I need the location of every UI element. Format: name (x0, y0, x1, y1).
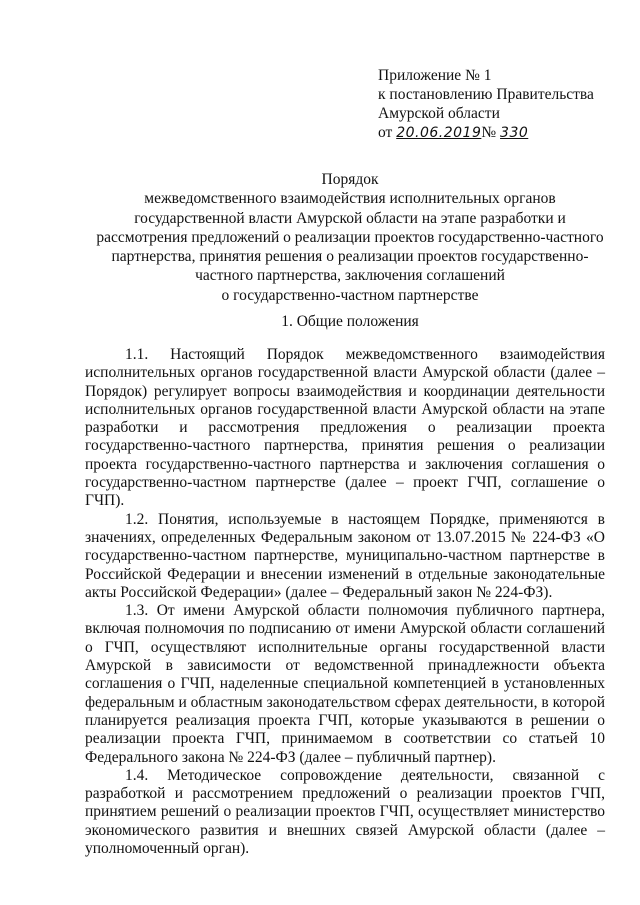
title-line: межведомственного взаимодействия исполнительных органов (144, 190, 556, 208)
title-line: партнерства, принятия решения о реализации проектов государственно- (111, 248, 589, 266)
appendix-number: Приложение № 1 (378, 67, 492, 84)
handwritten-number: 330 (500, 125, 529, 141)
title-line: о государственно-частном партнерстве (221, 286, 479, 304)
document-body (85, 346, 605, 858)
title-heading: Порядок (321, 171, 379, 188)
section-heading: 1. Общие положения (281, 313, 419, 330)
appendix-block (378, 66, 594, 143)
appendix-resolution: к постановлению Правительства (378, 86, 594, 103)
title-line: государственной власти Амурской области на этапе разработки и (134, 209, 566, 227)
number-label: № (481, 124, 497, 141)
from-label: от (378, 124, 393, 141)
title-line: частного партнерства, заключения соглашений (195, 267, 505, 285)
handwritten-date: 20.06.2019 (396, 125, 482, 141)
paragraph-1-4: 1.4. Методическое сопровождение деятельности, связанной с разработкой и рассмотрением предложений о реализации проектов ГЧП, принятием решений о реализации проектов ГЧП, осуществляет министерство экономического развития и внешних связей Амурской области (далее – уполномоченный орган). (85, 766, 605, 858)
paragraph-1-3: 1.3. От имени Амурской области полномочия публичного партнера, включая полномочия по подписанию от имени Амурской области соглашений о ГЧП, осуществляют исполнительные органы государственной власти Амурской в зависимости от ведомственной принадлежности объекта соглашения о ГЧП, наделенные специальной компетенцией в установленных федеральным и областным законодательством сферах деятельности, в которой планируется реализация проекта ГЧП, которые указываются в решении о реализации проекта ГЧП, принимаемом в соответствии со статьей 10 Федерального закона № 224-ФЗ (далее – публичный партнер). (85, 602, 605, 766)
appendix-region: Амурской области (378, 105, 500, 122)
appendix-date-line (378, 123, 594, 143)
paragraph-1-1: 1.1. Настоящий Порядок межведомственного взаимодействия исполнительных органов государственной власти Амурской области (далее – Порядок) регулирует вопросы взаимодействия и координации деятельности исполнительных органов государственной власти Амурской области на этапе разработки и рассмотрения предложения о реализации проекта государственно-частного партнерства, принятия решения о реализации проекта государственно-частного партнерства и заключения соглашения о государственно-частном партнерстве (далее – проект ГЧП, соглашение о ГЧП). (85, 346, 605, 510)
paragraph-1-2: 1.2. Понятия, используемые в настоящем Порядке, применяются в значениях, определенных Федеральным законом от 13.07.2015 № 224-ФЗ «О государственно-частном партнерстве, муниципально-частном партнерстве в Российской Федерации и внесении изменений в отдельные законодательные акты Российской Федерации» (далее – Федеральный закон № 224-ФЗ). (85, 510, 605, 601)
document-title (80, 170, 620, 305)
title-line: рассмотрения предложений о реализации проектов государственно-частного (96, 228, 604, 246)
